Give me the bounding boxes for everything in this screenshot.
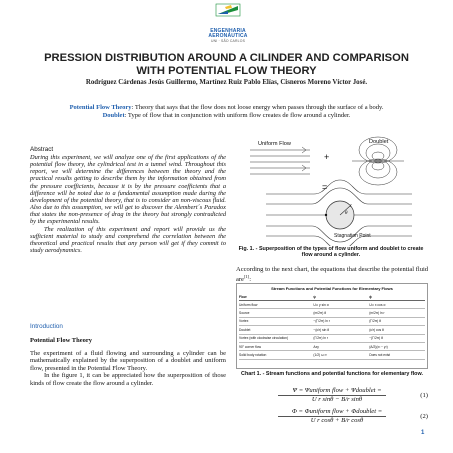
table-cell: Doublet xyxy=(239,327,251,332)
table-header-row xyxy=(239,294,425,301)
abstract-paragraph: The realization of this experiment and report will provide us the sufficient material to study and comprehend the correlation between the theoretical and practical results that any person will get if they commit to study aerodynamics. xyxy=(30,225,226,255)
logo-wordmark xyxy=(190,29,266,45)
citation: [1] xyxy=(243,274,250,280)
table-grid xyxy=(239,294,425,360)
authors: Rodríguez Cárdenas Jesús Guillermo, Martínez Ruiz Pablo Elías, Cisneros Moreno Víctor José. xyxy=(85,79,368,86)
doublet-label: Doublet xyxy=(369,139,389,145)
section-heading: Potential Flow Theory xyxy=(30,337,92,344)
table-cell: (Γ/2π) θ xyxy=(369,319,381,324)
table-cell: Vortex (with clockwise circulation) xyxy=(239,336,289,341)
table-cell: (m/2π) ln r xyxy=(369,311,385,316)
chart-introduction xyxy=(236,266,428,284)
logo-line1: ENGENHARIA xyxy=(210,28,246,34)
section-body xyxy=(30,350,226,387)
definition-potential-flow xyxy=(40,104,413,112)
table-row xyxy=(239,326,425,334)
table-cell: (Γ/2π) ln r xyxy=(313,336,328,341)
table-row xyxy=(239,343,425,351)
table-cell: (κ/r) cos θ xyxy=(369,327,384,332)
table-cell: Uniform flow xyxy=(239,302,258,307)
equation-number: (1) xyxy=(420,392,428,399)
equation-top: Ψ = Ψuniform flow + Ψdoublet = xyxy=(292,387,382,394)
radius-label: r xyxy=(350,204,352,209)
definition-doublet xyxy=(40,112,413,120)
table-row xyxy=(239,309,425,317)
logo-line2: AERONÁUTICA xyxy=(208,33,248,40)
page-number: 1 xyxy=(421,430,425,436)
table-cell: Source xyxy=(239,311,250,316)
table-cell: Axy xyxy=(313,344,319,349)
table-header-cell: Flow xyxy=(239,295,247,299)
table-row xyxy=(239,351,425,359)
chart-intro-text: According to the next chart, the equations that describe the potential fluid are xyxy=(236,266,428,284)
table-cell: Vortex xyxy=(239,319,249,324)
table-row xyxy=(239,335,425,343)
abstract-body xyxy=(30,154,226,254)
table-cell: Solid body rotation xyxy=(239,353,267,358)
uniform-flow-diagram xyxy=(250,147,310,174)
definition-text: : Theory that says that the flow does not loose energy when passes through the surface of a body. xyxy=(131,104,384,111)
theta-label: θ xyxy=(345,211,348,216)
definition-text: : Type of flow that in conjunction with uniform flow creates de flow around a cylinder. xyxy=(124,111,351,119)
table-cell: −(Γ/2π) θ xyxy=(369,336,383,341)
logo-line3: UNI · SÃO CARLOS xyxy=(210,39,246,44)
paper-title: PRESSION DISTRIBUTION AROUND A CILINDER AND COMPARISON WITH POTENTIAL FLOW THEORY xyxy=(44,52,409,77)
table-cell: (m/2π) θ xyxy=(313,311,327,316)
definition-label: Doublet xyxy=(102,111,125,119)
table-header-cell: ϕ xyxy=(369,295,372,299)
table-cell: Does not exist xyxy=(369,353,391,358)
equation-bottom: U r sinθ − B/r sinθ xyxy=(278,395,386,404)
table-title: Stream Functions and Potential Functions for Elementary Flows xyxy=(271,286,393,291)
table-cell: (1/2) ω r² xyxy=(313,353,327,358)
equation-2 xyxy=(236,408,428,424)
table-cell: U∞ x cos α xyxy=(369,302,386,307)
abstract-paragraph: During this experiment, we will analyze one of the first applications of the potential flow theory, the cylindrical test in a tunnel wind. Throughout this report, we will determine the differences between the theory and the practical results getting to describe them by the information obtained from the pressure coefficients, because it is by the pressure coefficients that a difference will be noted due to a fundamental assumption made during the development of the potential theory, that is to consider an non-viscous fluid. Also due to this assumption, we will get to discover the Alembert´s Paradox that states the non-presence of drag in the theory but strongly contradicted by the experimental results. xyxy=(30,154,226,226)
abstract-heading: Abstract xyxy=(30,146,54,153)
equals-sign: = xyxy=(322,182,328,192)
chart-intro-end: : xyxy=(249,276,251,284)
uniform-flow-label: Uniform Flow xyxy=(258,141,291,147)
stagnation-point xyxy=(325,214,327,216)
figure-caption: Fig. 1. - Superposition of the types of flow uniform and doublet to create flow around a cylinder. xyxy=(238,246,424,259)
table-cell: −(Γ/2π) ln r xyxy=(313,319,330,324)
definitions xyxy=(40,104,413,119)
body-paragraph: In the figure 1, it can be appreciated how the superposition of those kinds of flow create the flow around a cylinder. xyxy=(30,372,226,387)
equation-top: Φ = Φuniform flow + Φdoublet = xyxy=(291,408,383,415)
table-row xyxy=(239,318,425,326)
chart-caption: Chart 1. - Stream functions and potential functions for elementary flow. xyxy=(241,371,423,377)
definition-label: Potential Flow Theory xyxy=(69,104,132,111)
table-cell: U∞ y sin α xyxy=(313,302,329,307)
flow-superposition-figure xyxy=(236,136,422,246)
equation-1 xyxy=(236,387,428,403)
body-paragraph: The experiment of a fluid flowing and surrounding a cylinder can be mathematically explained by the superposition of a doublet and uniform flow, presented in the Potential Flow Theory. xyxy=(30,350,226,372)
table-cell: (A/2)(x² − y²) xyxy=(369,344,388,349)
table-cell: −(κ/r) sin θ xyxy=(313,327,330,332)
table-header-cell: ψ xyxy=(313,295,316,299)
stagnation-label: Stagnation Point xyxy=(334,233,371,239)
introduction-heading: Introduction xyxy=(30,323,63,330)
table-cell: 90° corner flow xyxy=(239,344,262,349)
equation-bottom: U r cosθ + B/r cosθ xyxy=(278,416,386,425)
equation-number: (2) xyxy=(420,413,428,420)
plus-sign: + xyxy=(324,152,330,162)
table-row xyxy=(239,301,425,309)
stream-functions-table xyxy=(236,283,428,369)
